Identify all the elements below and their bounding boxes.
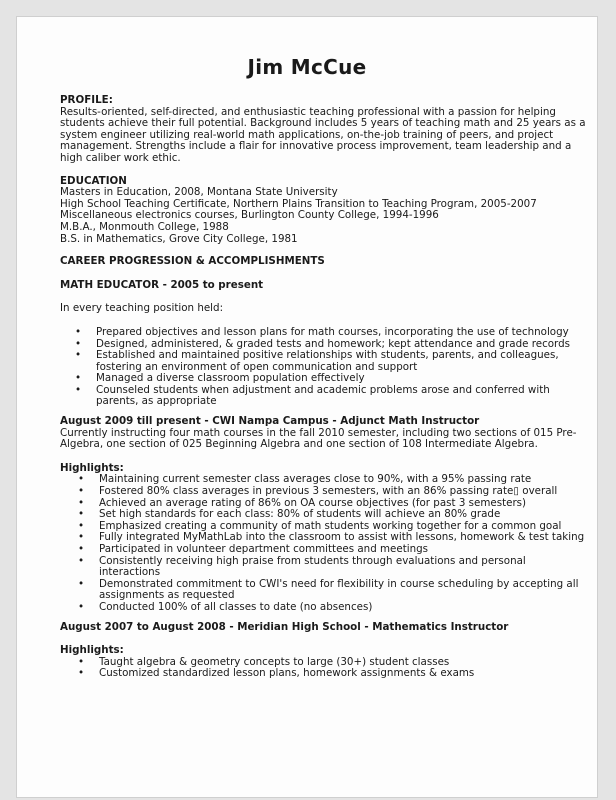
list-item: • Demonstrated commitment to CWI's need for flexibility in course scheduling by accepting all assignments as requested — [78, 577, 579, 602]
math-educator-intro: In every teaching position held: — [60, 302, 224, 315]
career-heading: CAREER PROGRESSION & ACCOMPLISHMENTS — [60, 255, 325, 268]
bullet-icon: • — [78, 519, 85, 532]
cwi-highlights-heading: Highlights: — [60, 461, 124, 474]
list-item: • Participated in volunteer department committees and meetings — [78, 543, 429, 555]
bullet-icon: • — [75, 325, 82, 338]
meridian-heading: August 2007 to August 2008 - Meridian High School - Mathematics Instructor — [60, 620, 509, 633]
resume-content — [60, 95, 590, 680]
list-item: • Maintaining current semester class averages close to 90%, with a 95% passing rate — [78, 473, 532, 486]
list-item: • Designed, administered, & graded tests and homework; kept attendance and grade records — [75, 337, 571, 350]
cwi-heading: August 2009 till present - CWI Nampa Campus - Adjunct Math Instructor — [60, 415, 480, 428]
bullet-icon: • — [78, 473, 85, 486]
list-item: • Consistently receiving high praise from students through evaluations and personal interactions — [78, 554, 526, 579]
list-item: • Fully integrated MyMathLab into the classroom to assist with lessons, homework & test taking — [78, 531, 585, 544]
profile-text: Results-oriented, self-directed, and enthusiastic teaching professional with a passion for helping students achieve their full potential. Background includes 5 years of teaching math and 25 years as a system engineer utilizing real-world math applications, on-the-job training of peers, and project management. Strengths include a flair for innovative process improvement, team leadership and a high caliber work ethic. — [60, 105, 586, 164]
cwi-text: Currently instructing four math courses in the fall 2010 semester, including two sections of 015 Pre-Algebra, one section of 025 Beginning Algebra and one section of 108 Intermediate Algebra. — [60, 426, 577, 451]
profile-heading: PROFILE: — [60, 94, 113, 106]
list-item: • Taught algebra & geometry concepts to large (30+) student classes — [78, 655, 450, 668]
list-item: • Emphasized creating a community of math students working together for a common goal — [78, 519, 562, 532]
education-section — [60, 176, 590, 246]
education-item: Miscellaneous electronics courses, Burlington County College, 1994-1996 — [60, 209, 439, 222]
bullet-icon: • — [78, 508, 85, 521]
list-item: • Fostered 80% class averages in previous 3 semesters, with an 86% passing rate▯ overall — [78, 485, 558, 498]
meridian-highlights-list — [78, 655, 590, 680]
bullet-icon: • — [78, 667, 85, 680]
math-educator-list — [75, 325, 590, 408]
cwi-highlights-list — [78, 473, 590, 613]
bullet-icon: • — [78, 655, 85, 668]
bullet-icon: • — [75, 337, 82, 350]
list-item: • Established and maintained positive relationships with students, parents, and colleagues, fostering an environment of open communication and support — [75, 349, 559, 373]
meridian-highlights-heading: Highlights: — [60, 644, 124, 657]
education-heading: EDUCATION — [60, 174, 127, 187]
bullet-icon: • — [78, 485, 85, 498]
bullet-icon: • — [78, 531, 85, 544]
bullet-icon: • — [78, 600, 85, 613]
list-item: • Managed a diverse classroom population effectively — [75, 372, 365, 385]
list-item: • Set high standards for each class: 80% of students will achieve an 80% grade — [78, 508, 501, 521]
education-item: High School Teaching Certificate, Northern Plains Transition to Teaching Program, 2005-2007 — [60, 197, 537, 210]
profile-section — [60, 95, 590, 165]
math-educator-heading: MATH EDUCATOR - 2005 to present — [60, 278, 264, 291]
resume-page — [16, 16, 598, 798]
candidate-name: Jim McCue — [247, 55, 367, 79]
bullet-icon: • — [75, 372, 82, 385]
list-item: • Prepared objectives and lesson plans for math courses, incorporating the use of technology — [75, 325, 569, 338]
list-item: • Customized standardized lesson plans, homework assignments & exams — [78, 667, 475, 680]
education-item: M.B.A., Monmouth College, 1988 — [60, 220, 229, 233]
bullet-icon: • — [78, 543, 85, 555]
education-item: Masters in Education, 2008, Montana State University — [60, 186, 338, 199]
bullet-icon: • — [78, 577, 85, 590]
list-item: • Achieved an average rating of 86% on OA course objectives (for past 3 semesters) — [78, 496, 527, 509]
education-item: B.S. in Mathematics, Grove City College, 1981 — [60, 232, 298, 245]
bullet-icon: • — [75, 383, 82, 396]
bullet-icon: • — [78, 496, 85, 509]
bullet-icon: • — [75, 349, 82, 362]
list-item: • Counseled students when adjustment and academic problems arose and conferred with parents, as appropriate — [75, 383, 550, 408]
list-item: • Conducted 100% of all classes to date (no absences) — [78, 600, 373, 613]
bullet-icon: • — [78, 554, 85, 567]
